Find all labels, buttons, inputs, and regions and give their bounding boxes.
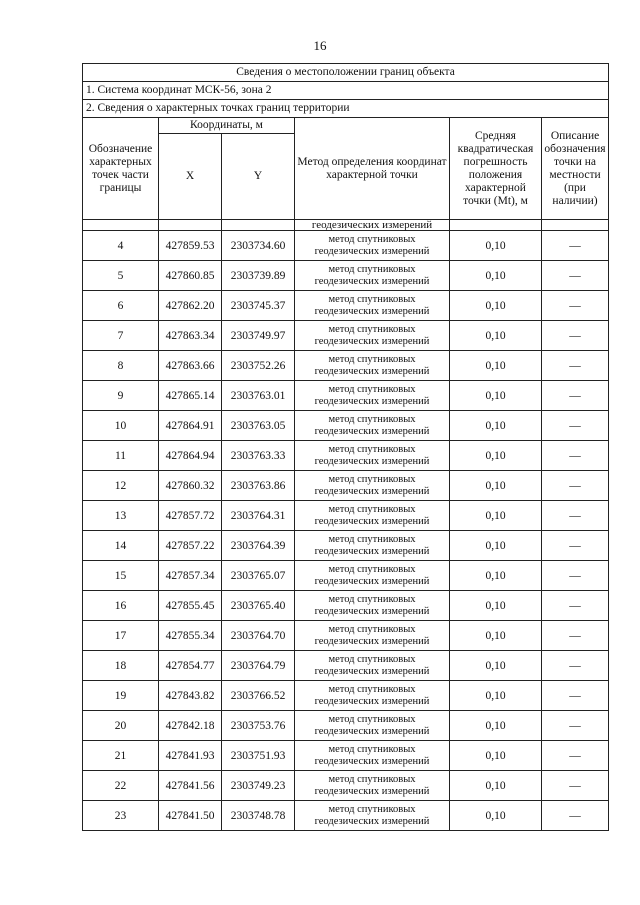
coord-y: 2303752.26	[222, 351, 295, 381]
header-point: Обозначение характерных точек части границы	[83, 118, 159, 220]
method: метод спутниковых геодезических измерений	[295, 441, 450, 471]
error-value: 0,10	[450, 471, 542, 501]
table-title: Сведения о местоположении границ объекта	[83, 64, 609, 82]
point-number: 19	[83, 681, 159, 711]
description: —	[542, 591, 609, 621]
method: метод спутниковых геодезических измерений	[295, 531, 450, 561]
coord-x: 427864.94	[159, 441, 222, 471]
table-row	[83, 621, 609, 651]
coord-y: 2303764.79	[222, 651, 295, 681]
table-row	[83, 261, 609, 291]
point-number: 7	[83, 321, 159, 351]
error-value: 0,10	[450, 591, 542, 621]
description: —	[542, 651, 609, 681]
header-coords: Координаты, м	[159, 118, 295, 134]
point-number: 22	[83, 771, 159, 801]
description: —	[542, 471, 609, 501]
coord-y: 2303753.76	[222, 711, 295, 741]
method: метод спутниковых геодезических измерений	[295, 561, 450, 591]
point-number: 15	[83, 561, 159, 591]
coord-x: 427854.77	[159, 651, 222, 681]
coord-x: 427855.34	[159, 621, 222, 651]
error-value: 0,10	[450, 651, 542, 681]
method: метод спутниковых геодезических измерений	[295, 681, 450, 711]
table-row	[83, 651, 609, 681]
table-row	[83, 801, 609, 831]
coord-y: 2303764.31	[222, 501, 295, 531]
method: метод спутниковых геодезических измерений	[295, 291, 450, 321]
coord-y: 2303763.01	[222, 381, 295, 411]
error-value: 0,10	[450, 621, 542, 651]
coord-y: 2303745.37	[222, 291, 295, 321]
continuation-row	[83, 220, 609, 231]
coord-y: 2303764.39	[222, 531, 295, 561]
point-number: 21	[83, 741, 159, 771]
coordinates-table	[82, 63, 609, 831]
coord-y: 2303748.78	[222, 801, 295, 831]
header-x: X	[159, 134, 222, 220]
coord-y: 2303763.86	[222, 471, 295, 501]
coord-x: 427862.20	[159, 291, 222, 321]
coord-x: 427864.91	[159, 411, 222, 441]
point-number: 13	[83, 501, 159, 531]
error-value: 0,10	[450, 501, 542, 531]
coord-y: 2303763.33	[222, 441, 295, 471]
method: метод спутниковых геодезических измерений	[295, 741, 450, 771]
table-row	[83, 291, 609, 321]
section-points-info: 2. Сведения о характерных точках границ территории	[83, 100, 609, 118]
table-row	[83, 501, 609, 531]
description: —	[542, 621, 609, 651]
section-coordinate-system: 1. Система координат МСК-56, зона 2	[83, 82, 609, 100]
coord-x: 427857.22	[159, 531, 222, 561]
point-number: 12	[83, 471, 159, 501]
table-row	[83, 441, 609, 471]
table-row	[83, 231, 609, 261]
error-value: 0,10	[450, 261, 542, 291]
coord-y: 2303739.89	[222, 261, 295, 291]
coord-x: 427859.53	[159, 231, 222, 261]
description: —	[542, 741, 609, 771]
method: метод спутниковых геодезических измерений	[295, 801, 450, 831]
header-y: Y	[222, 134, 295, 220]
method: метод спутниковых геодезических измерений	[295, 411, 450, 441]
section-2-row	[83, 100, 609, 118]
method: метод спутниковых геодезических измерений	[295, 771, 450, 801]
description: —	[542, 801, 609, 831]
coord-x: 427863.66	[159, 351, 222, 381]
point-number: 16	[83, 591, 159, 621]
coord-x: 427841.56	[159, 771, 222, 801]
method: метод спутниковых геодезических измерений	[295, 231, 450, 261]
description: —	[542, 231, 609, 261]
method: метод спутниковых геодезических измерений	[295, 381, 450, 411]
error-value: 0,10	[450, 801, 542, 831]
page-number: 16	[313, 38, 327, 53]
point-number: 8	[83, 351, 159, 381]
error-value: 0,10	[450, 291, 542, 321]
table-title-row	[83, 64, 609, 82]
description: —	[542, 711, 609, 741]
coord-x: 427843.82	[159, 681, 222, 711]
coord-x: 427860.85	[159, 261, 222, 291]
error-value: 0,10	[450, 351, 542, 381]
description: —	[542, 291, 609, 321]
coord-y: 2303766.52	[222, 681, 295, 711]
coord-y: 2303751.93	[222, 741, 295, 771]
coord-x: 427863.34	[159, 321, 222, 351]
method: метод спутниковых геодезических измерений	[295, 261, 450, 291]
coord-x: 427857.34	[159, 561, 222, 591]
error-value: 0,10	[450, 711, 542, 741]
coord-x: 427857.72	[159, 501, 222, 531]
error-value: 0,10	[450, 681, 542, 711]
table-row	[83, 561, 609, 591]
coord-y: 2303734.60	[222, 231, 295, 261]
coord-x: 427841.93	[159, 741, 222, 771]
table-row	[83, 681, 609, 711]
method: метод спутниковых геодезических измерений	[295, 591, 450, 621]
coord-x: 427855.45	[159, 591, 222, 621]
description: —	[542, 351, 609, 381]
coord-x: 427860.32	[159, 471, 222, 501]
description: —	[542, 561, 609, 591]
coord-y: 2303764.70	[222, 621, 295, 651]
method: метод спутниковых геодезических измерений	[295, 351, 450, 381]
header-description: Описание обозначения точки на местности (при наличии)	[542, 118, 609, 220]
description: —	[542, 441, 609, 471]
coord-y: 2303749.23	[222, 771, 295, 801]
method: метод спутниковых геодезических измерений	[295, 321, 450, 351]
coord-x: 427865.14	[159, 381, 222, 411]
point-number: 18	[83, 651, 159, 681]
error-value: 0,10	[450, 321, 542, 351]
method: метод спутниковых геодезических измерений	[295, 651, 450, 681]
table-row	[83, 741, 609, 771]
description: —	[542, 771, 609, 801]
point-number: 23	[83, 801, 159, 831]
point-number: 5	[83, 261, 159, 291]
coord-y: 2303765.07	[222, 561, 295, 591]
description: —	[542, 261, 609, 291]
point-number: 20	[83, 711, 159, 741]
table-row	[83, 321, 609, 351]
point-number: 14	[83, 531, 159, 561]
error-value: 0,10	[450, 411, 542, 441]
error-value: 0,10	[450, 561, 542, 591]
description: —	[542, 381, 609, 411]
point-number: 4	[83, 231, 159, 261]
coord-y: 2303763.05	[222, 411, 295, 441]
coord-y: 2303749.97	[222, 321, 295, 351]
description: —	[542, 411, 609, 441]
point-number: 6	[83, 291, 159, 321]
header-row-1	[83, 118, 609, 134]
error-value: 0,10	[450, 381, 542, 411]
description: —	[542, 501, 609, 531]
description: —	[542, 321, 609, 351]
section-1-row	[83, 82, 609, 100]
table-row	[83, 771, 609, 801]
error-value: 0,10	[450, 741, 542, 771]
point-number: 11	[83, 441, 159, 471]
description: —	[542, 531, 609, 561]
table-row	[83, 411, 609, 441]
continuation-method: геодезических измерений	[295, 220, 450, 231]
table-row	[83, 381, 609, 411]
header-method: Метод определения координат характерной точки	[295, 118, 450, 220]
error-value: 0,10	[450, 231, 542, 261]
method: метод спутниковых геодезических измерений	[295, 501, 450, 531]
header-error: Средняя квадратическая погрешность положения характерной точки (Mt), м	[450, 118, 542, 220]
coord-y: 2303765.40	[222, 591, 295, 621]
point-number: 9	[83, 381, 159, 411]
table-row	[83, 531, 609, 561]
error-value: 0,10	[450, 771, 542, 801]
table-row	[83, 591, 609, 621]
method: метод спутниковых геодезических измерений	[295, 621, 450, 651]
point-number: 10	[83, 411, 159, 441]
error-value: 0,10	[450, 531, 542, 561]
coord-x: 427841.50	[159, 801, 222, 831]
error-value: 0,10	[450, 441, 542, 471]
point-number: 17	[83, 621, 159, 651]
method: метод спутниковых геодезических измерений	[295, 471, 450, 501]
description: —	[542, 681, 609, 711]
method: метод спутниковых геодезических измерений	[295, 711, 450, 741]
table-row	[83, 711, 609, 741]
coord-x: 427842.18	[159, 711, 222, 741]
table-row	[83, 351, 609, 381]
table-row	[83, 471, 609, 501]
